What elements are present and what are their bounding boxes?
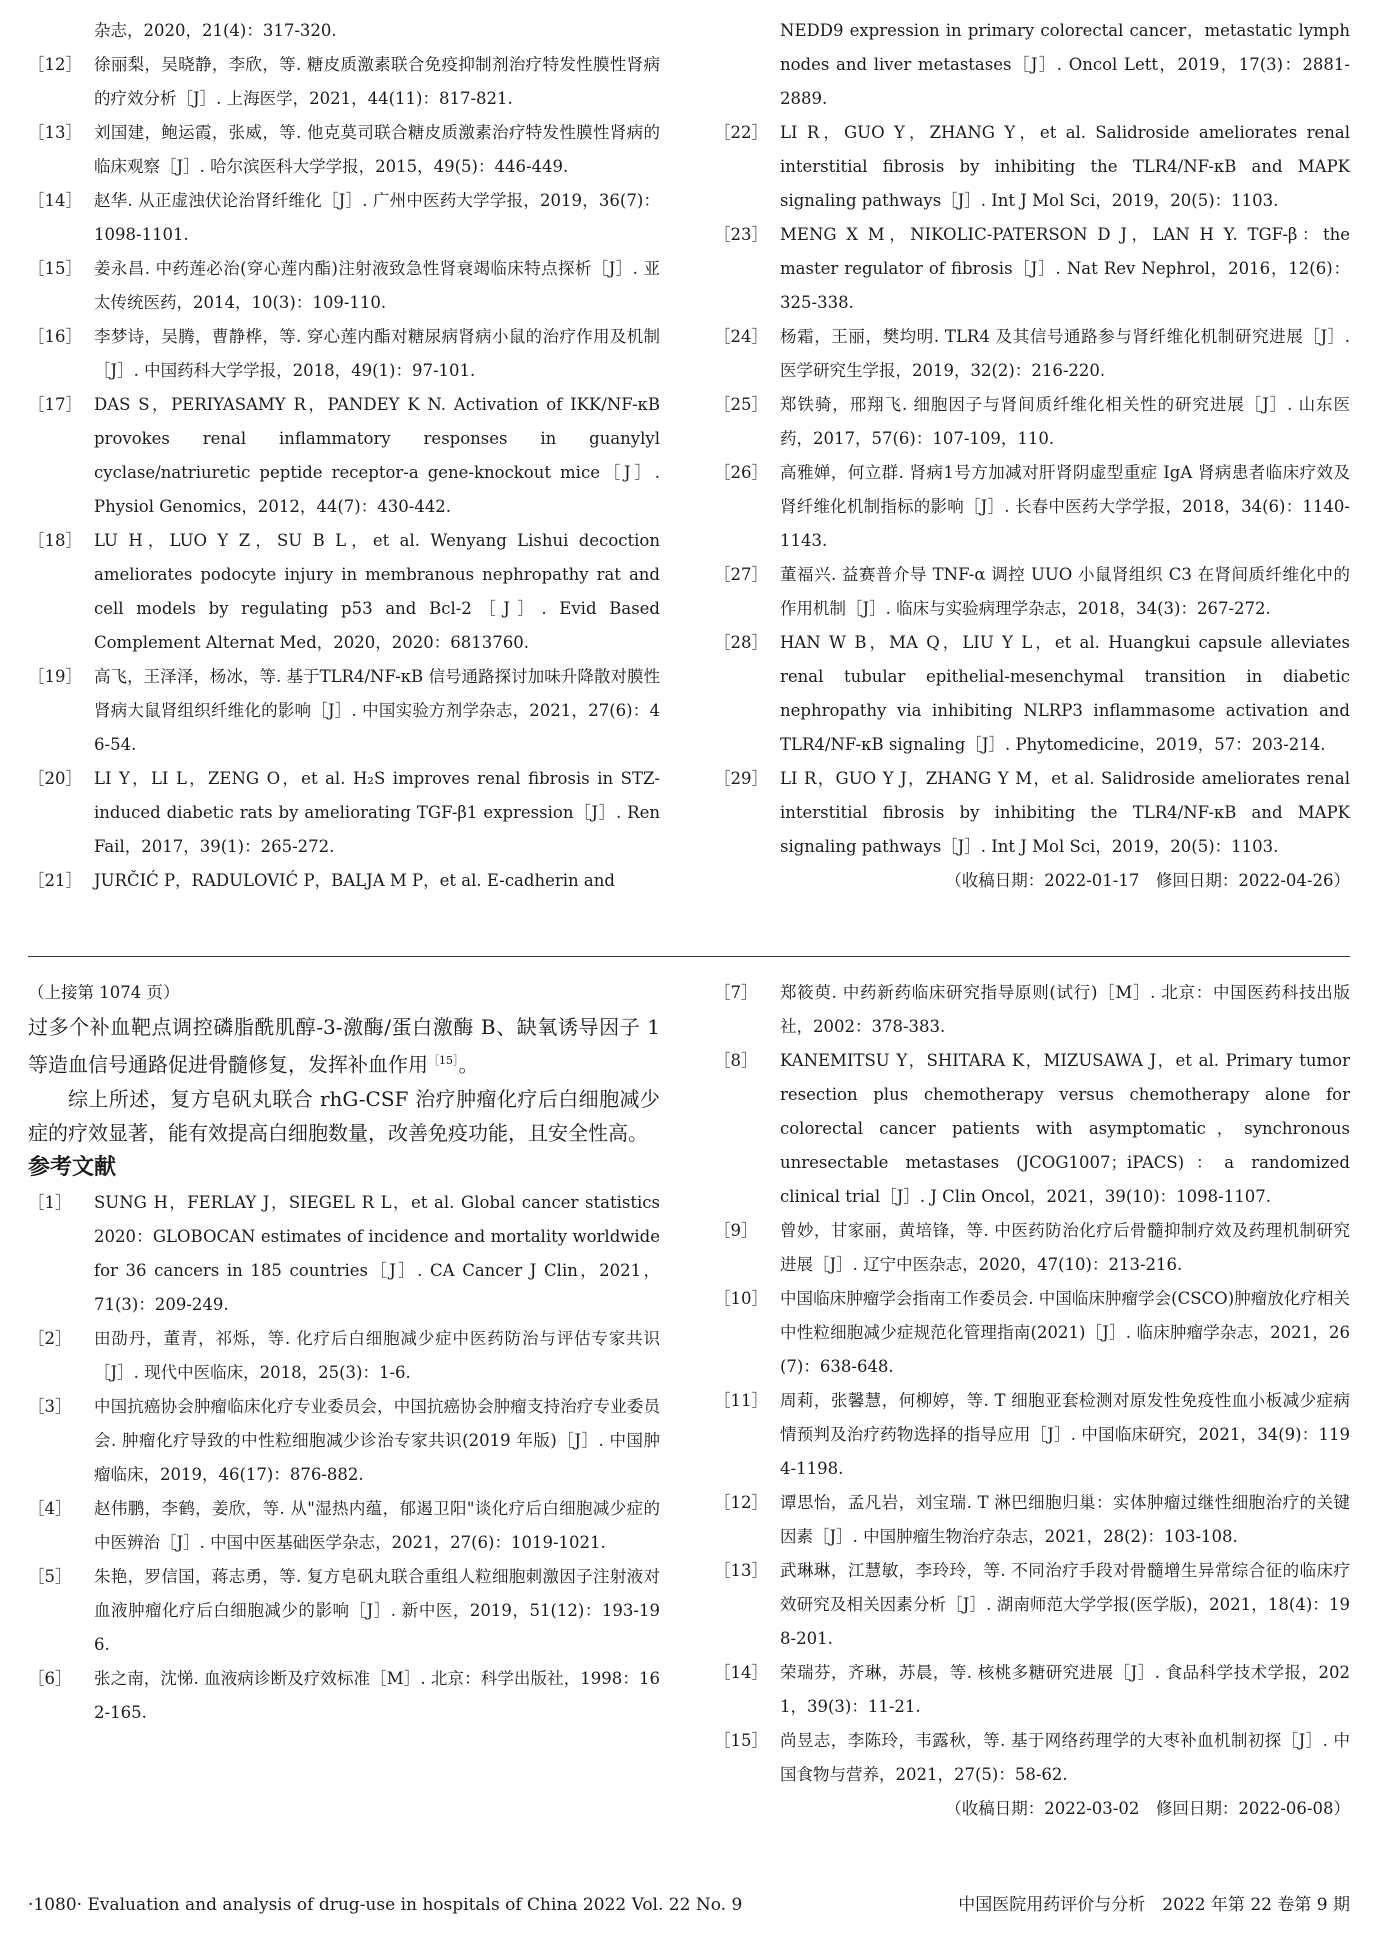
bottom-right-reference-item — [714, 1384, 1350, 1486]
reference-number: ［21］ — [28, 871, 82, 890]
reference-number: ［5］ — [28, 1566, 72, 1586]
top-right-reference-item — [714, 116, 1350, 218]
reference-number: ［13］ — [28, 123, 82, 142]
bottom-left-reference-item — [28, 1390, 660, 1492]
reference-number: ［23］ — [714, 225, 768, 244]
reference-text: 荣瑞芬，齐琳，苏晨，等. 核桃多糖研究进展［J］. 食品科学技术学报，2021，39(3)：11-21. — [780, 1663, 1350, 1716]
reference-number: ［20］ — [28, 769, 82, 788]
top-right-reference-item — [714, 320, 1350, 388]
bottom-left-reference-item — [28, 1560, 660, 1662]
reference-text: LI R，GUO Y J，ZHANG Y M，et al. Salidroside ameliorates renal interstitial fibrosis by inhibiting the TLR4/NF-κB and MAPK signaling pathways［J］. Int J Mol Sci，2019，20(5)：1103. — [780, 769, 1350, 856]
reference-number: ［26］ — [714, 463, 768, 482]
reference-text: 张之南，沈悌. 血液病诊断及疗效标准［M］. 北京：科学出版社，1998：162-165. — [94, 1668, 660, 1722]
reference-number: ［14］ — [714, 1663, 768, 1682]
reference-number: ［11］ — [714, 1391, 768, 1410]
reference-text: 武琳琳，江慧敏，李玲玲，等. 不同治疗手段对骨髓增生异常综合征的临床疗效研究及相关因素分析［J］. 湖南师范大学学报(医学版)，2021，18(4)：198-201. — [780, 1561, 1350, 1648]
reference-text: LU H，LUO Y Z，SU B L，et al. Wenyang Lishui decoction ameliorates podocyte injury in membranous nephropathy rat and cell models by regulating p53 and Bcl-2［J］. Evid Based Complement Alternat Med，2020，2020：6813760. — [94, 531, 660, 652]
reference-text: DAS S，PERIYASAMY R，PANDEY K N. Activation of IKK/NF-κB provokes renal inflammatory responses in guanylyl cyclase/natriuretic peptide receptor-a gene-knockout mice［J］. Physiol Genomics，2012，44(7)：430-442. — [94, 395, 660, 516]
reference-text: MENG X M，NIKOLIC-PATERSON D J，LAN H Y. TGF-β：the master regulator of fibrosis［J］. Nat Rev Nephrol，2016，12(6)：325-338. — [780, 225, 1350, 312]
body-paragraph-1: 过多个补血靶点调控磷脂酰肌醇-3-激酶/蛋白激酶 B、缺氧诱导因子 1 等造血信号通路促进骨髓修复，发挥补血作用$^{[15]}$。 — [28, 1015, 660, 1077]
reference-text: 姜永昌. 中药莲必治(穿心莲内酯)注射液致急性肾衰竭临床特点探析［J］. 亚太传统医药，2014，10(3)：109-110. — [94, 259, 660, 312]
reference-text: JURČIĆ P，RADULOVIĆ P，BALJA M P，et al. E-cadherin and — [94, 871, 615, 890]
reference-text: NEDD9 expression in primary colorectal cancer，metastatic lymph nodes and liver metastases［J］. Oncol Lett，2019，17(3)：2881-2889. — [780, 21, 1350, 108]
reference-text: 李梦诗，吴腾，曹静桦，等. 穿心莲内酯对糖尿病肾病小鼠的治疗作用及机制［J］. 中国药科大学学报，2018，49(1)：97-101. — [94, 327, 660, 380]
reference-text: 中国临床肿瘤学会指南工作委员会. 中国临床肿瘤学会(CSCO)肿瘤放化疗相关中性粒细胞减少症规范化管理指南(2021)［J］. 临床肿瘤学杂志，2021，26(7)：638-648. — [780, 1289, 1350, 1376]
reference-text: 杂志，2020，21(4)：317-320. — [94, 21, 337, 40]
bottom-right-reference-item — [714, 976, 1350, 1044]
reference-text: 董福兴. 益赛普介导 TNF-α 调控 UUO 小鼠肾组织 C3 在肾间质纤维化中的作用机制［J］. 临床与实验病理学杂志，2018，34(3)：267-272. — [780, 565, 1350, 618]
reference-number: ［15］ — [714, 1731, 768, 1750]
top-right-reference-item — [714, 218, 1350, 320]
reference-text: 中国抗癌协会肿瘤临床化疗专业委员会，中国抗癌协会肿瘤支持治疗专业委员会. 肿瘤化疗导致的中性粒细胞减少诊治专家共识(2019 年版)［J］. 中国肿瘤临床，2019，46(17)：876-882. — [94, 1396, 660, 1484]
reference-text: KANEMITSU Y，SHITARA K，MIZUSAWA J，et al. Primary tumor resection plus chemotherapy versus chemotherapy alone for colorectal cancer patients with asymptomatic，synchronous unresectable metastases (JCOG1007；iPACS)：a randomized clinical trial［J］. J Clin Oncol，2021，39(10)：1098-1107. — [780, 1051, 1350, 1206]
reference-text: 朱艳，罗信国，蒋志勇，等. 复方皂矾丸联合重组人粒细胞刺激因子注射液对血液肿瘤化疗后白细胞减少的影响［J］. 新中医，2019，51(12)：193-196. — [94, 1566, 660, 1654]
reference-number: ［15］ — [28, 259, 82, 278]
top-left-reference-item — [28, 184, 660, 252]
reference-text: 郑筱萸. 中药新药临床研究指导原则(试行)［M］. 北京：中国医药科技出版社，2002：378-383. — [780, 983, 1350, 1036]
continued-from-note: （上接第 1074 页） — [28, 983, 180, 1002]
reference-number: ［3］ — [28, 1396, 72, 1416]
article-divider — [28, 956, 1350, 957]
reference-text: 赵伟鹏，李鹤，姜欣，等. 从"湿热内蕴，郁遏卫阳"谈化疗后白细胞减少症的中医辨治［J］. 中国中医基础医学杂志，2021，27(6)：1019-1021. — [94, 1498, 660, 1552]
reference-text: 赵华. 从正虚浊伏论治肾纤维化［J］. 广州中医药大学学报，2019，36(7)：1098-1101. — [94, 191, 660, 244]
top-left-reference-item — [28, 660, 660, 762]
reference-text: 曾妙，甘家丽，黄培锋，等. 中医药防治化疗后骨髓抑制疗效及药理机制研究进展［J］. 辽宁中医杂志，2020，47(10)：213-216. — [780, 1221, 1350, 1274]
top-left-reference-item — [28, 388, 660, 524]
bottom-right-references — [714, 976, 1350, 1826]
reference-number: ［28］ — [714, 633, 768, 652]
reference-text: 谭思怡，孟凡岩，刘宝瑞. T 淋巴细胞归巢：实体肿瘤过继性细胞治疗的关键因素［J］. 中国肿瘤生物治疗杂志，2021，28(2)：103-108. — [780, 1493, 1350, 1546]
top-left-reference-item — [28, 762, 660, 864]
top-right-reference-item — [714, 626, 1350, 762]
reference-text: 高雅婵，何立群. 肾病1号方加减对肝肾阴虚型重症 IgA 肾病患者临床疗效及肾纤维化机制指标的影响［J］. 长春中医药大学学报，2018，34(6)：1140-1143. — [780, 463, 1350, 550]
reference-number: ［24］ — [714, 327, 768, 346]
reference-number: ［12］ — [28, 55, 82, 74]
bottom-right-reference-item — [714, 1554, 1350, 1656]
top-right-references — [714, 14, 1350, 898]
top-left-reference-item — [28, 48, 660, 116]
bottom-left-reference-item — [28, 1492, 660, 1560]
citation-marker: ［15］ — [428, 1054, 459, 1067]
bottom-right-reference-item — [714, 1656, 1350, 1724]
reference-number: ［17］ — [28, 395, 82, 414]
top-right-reference-item — [714, 456, 1350, 558]
top-left-reference-item — [28, 864, 660, 898]
top-left-references — [28, 14, 660, 898]
references-heading: 参考文献 — [28, 1154, 117, 1180]
reference-number: ［14］ — [28, 191, 82, 210]
reference-text: 田劭丹，董青，祁烁，等. 化疗后白细胞减少症中医药防治与评估专家共识［J］. 现代中医临床，2018，25(3)：1-6. — [94, 1328, 660, 1382]
reference-text: 徐丽梨，吴晓静，李欣，等. 糖皮质激素联合免疫抑制剂治疗特发性膜性肾病的疗效分析［J］. 上海医学，2021，44(11)：817-821. — [94, 55, 660, 108]
reference-number: ［10］ — [714, 1289, 768, 1308]
reference-number: ［12］ — [714, 1493, 768, 1512]
bottom-right-reference-item — [714, 1044, 1350, 1214]
reference-text: HAN W B，MA Q，LIU Y L，et al. Huangkui capsule alleviates renal tubular epithelial-mesenchymal transition in diabetic nephropathy via inhibiting NLRP3 inflammasome activation and TLR4/NF-κB signaling［J］. Phytomedicine，2019，57：203-214. — [780, 633, 1350, 754]
reference-text: 周莉，张馨慧，何柳婷，等. T 细胞亚套检测对原发性免疫性血小板减少症病情预判及治疗药物选择的指导应用［J］. 中国临床研究，2021，34(9)：1194-1198. — [780, 1391, 1350, 1478]
top-left-reference-item — [28, 116, 660, 184]
top-left-reference-item — [28, 320, 660, 388]
top-right-reference-item — [714, 388, 1350, 456]
reference-text: 尚昱志，李陈玲，韦露秋，等. 基于网络药理学的大枣补血机制初探［J］. 中国食物与营养，2021，27(5)：58-62. — [780, 1731, 1350, 1784]
reference-number: ［25］ — [714, 395, 768, 414]
reference-number: ［22］ — [714, 123, 768, 142]
reference-number: ［29］ — [714, 769, 768, 788]
reference-number: ［6］ — [28, 1668, 72, 1688]
bottom-right-reference-item — [714, 1282, 1350, 1384]
top-left-reference-item — [28, 14, 660, 48]
top-left-reference-item — [28, 252, 660, 320]
reference-number: ［16］ — [28, 327, 82, 346]
reference-number — [714, 14, 780, 116]
bottom-left-column — [28, 976, 660, 1730]
reference-text: 刘国建，鲍运霞，张威，等. 他克莫司联合糖皮质激素治疗特发性膜性肾病的临床观察［J］. 哈尔滨医科大学学报，2015，49(5)：446-449. — [94, 123, 660, 176]
reference-number: ［13］ — [714, 1561, 768, 1580]
bottom-received-dates: （收稿日期：2022-03-02 修回日期：2022-06-08） — [945, 1799, 1350, 1818]
reference-number: ［27］ — [714, 565, 768, 584]
top-right-reference-item — [714, 762, 1350, 864]
reference-number: ［1］ — [28, 1192, 72, 1212]
reference-number: ［7］ — [714, 983, 758, 1002]
top-right-reference-item — [714, 14, 1350, 116]
bottom-left-reference-item — [28, 1322, 660, 1390]
reference-number: ［8］ — [714, 1051, 758, 1070]
bottom-left-reference-item — [28, 1662, 660, 1730]
reference-text: LI Y，LI L，ZENG O，et al. H₂S improves renal fibrosis in STZ-induced diabetic rats by ameliorating TGF-β1 expression［J］. Ren Fail，2017，39(1)：265-272. — [94, 769, 660, 856]
bottom-right-reference-item — [714, 1214, 1350, 1282]
body-paragraph-conclusion: 综上所述，复方皂矾丸联合 rhG-CSF 治疗肿瘤化疗后白细胞减少症的疗效显著，能有效提高白细胞数量，改善免疫功能，且安全性高。 — [28, 1086, 660, 1145]
footer-left: ·1080· Evaluation and analysis of drug-use in hospitals of China 2022 Vol. 22 No. 9 — [28, 1895, 743, 1915]
reference-text: 高飞，王泽泽，杨冰，等. 基于TLR4/NF-κB 信号通路探讨加味升降散对膜性肾病大鼠肾组织纤维化的影响［J］. 中国实验方剂学杂志，2021，27(6)：46-54. — [94, 667, 660, 754]
top-right-reference-item — [714, 558, 1350, 626]
bottom-left-reference-item — [28, 1186, 660, 1322]
reference-number: ［18］ — [28, 531, 82, 550]
reference-number: ［4］ — [28, 1498, 72, 1518]
reference-text: LI R，GUO Y，ZHANG Y，et al. Salidroside ameliorates renal interstitial fibrosis by inhibiting the TLR4/NF-κB and MAPK signaling pathways［J］. Int J Mol Sci，2019，20(5)：1103. — [780, 123, 1350, 210]
reference-number: ［2］ — [28, 1328, 72, 1348]
bottom-right-reference-item — [714, 1486, 1350, 1554]
bottom-right-reference-item — [714, 1724, 1350, 1792]
reference-text: SUNG H，FERLAY J，SIEGEL R L，et al. Global cancer statistics 2020：GLOBOCAN estimates of incidence and mortality worldwide for 36 cancers in 185 countries［J］. CA Cancer J Clin，2021，71(3)：209-249. — [94, 1192, 660, 1314]
reference-number: ［9］ — [714, 1221, 758, 1240]
top-left-reference-item — [28, 524, 660, 660]
reference-text: 杨霜，王丽，樊均明. TLR4 及其信号通路参与肾纤维化机制研究进展［J］. 医学研究生学报，2019，32(2)：216-220. — [780, 327, 1350, 380]
footer-right: 中国医院用药评价与分析 2022 年第 22 卷第 9 期 — [958, 1895, 1350, 1915]
reference-number — [28, 14, 94, 48]
reference-number: ［19］ — [28, 667, 82, 686]
top-received-dates: （收稿日期：2022-01-17 修回日期：2022-04-26） — [945, 871, 1350, 890]
reference-text: 郑铁骑，邢翔飞. 细胞因子与肾间质纤维化相关性的研究进展［J］. 山东医药，2017，57(6)：107-109，110. — [780, 395, 1350, 448]
